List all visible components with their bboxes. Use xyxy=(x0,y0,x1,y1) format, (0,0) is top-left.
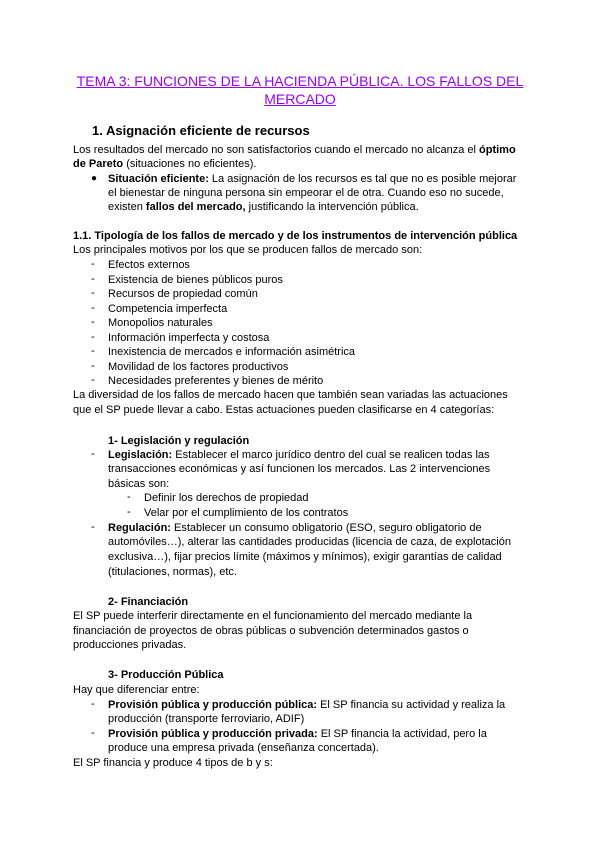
paragraph-line: Los resultados del mercado no son satisfactorios cuando el mercado no alcanza el óptimo xyxy=(73,144,516,156)
list-dash: - xyxy=(91,360,95,372)
list-dash: - xyxy=(91,698,95,710)
paragraph-line: financiación de proyectos de obras públicas o subvención determinados gastos o xyxy=(73,625,469,637)
list-item-line: (titulaciones, normas), etc. xyxy=(108,566,237,578)
list-item: Información imperfecta y costosa xyxy=(108,332,270,344)
list-item: Competencia imperfecta xyxy=(108,303,228,315)
paragraph-line: producciones privadas. xyxy=(73,639,187,651)
list-item-line: produce una empresa privada (enseñanza concertada). xyxy=(108,742,379,754)
list-dash: - xyxy=(91,258,95,270)
list-dash: - xyxy=(91,727,95,739)
list-item-line: automóviles…), alterar las cantidades producidas (licencia de caza, de explotación xyxy=(108,536,511,548)
list-item: Movilidad de los factores productivos xyxy=(108,361,289,373)
list-dash: - xyxy=(91,345,95,357)
list-item: Recursos de propiedad común xyxy=(108,288,258,300)
paragraph-line: El SP puede interferir directamente en el funcionamiento del mercado mediante la xyxy=(73,610,473,622)
list-dash: - xyxy=(127,506,131,518)
list-dash: - xyxy=(127,491,131,503)
category-heading-1: 1- Legislación y regulación xyxy=(108,435,250,447)
list-item: Existencia de bienes públicos puros xyxy=(108,274,283,286)
list-item-line: transacciones económicas y así funcionen los mercados. Las 2 intervenciones xyxy=(108,463,491,475)
bullet-line: Situación eficiente: La asignación de los recursos es tal que no es posible mejorar xyxy=(108,173,517,185)
list-item-line: producción (transporte ferroviario, ADIF) xyxy=(108,713,305,725)
list-dash: - xyxy=(91,374,95,386)
list-item: Regulación: Establecer un consumo obligatorio (ESO, seguro obligatorio de xyxy=(108,522,482,534)
paragraph-line: El SP financia y produce 4 tipos de b y s: xyxy=(73,757,273,769)
list-item: Provisión pública y producción privada: El SP financia la actividad, pero la xyxy=(108,728,487,740)
section-heading-1: 1. Asignación eficiente de recursos xyxy=(92,123,310,138)
list-item: Efectos externos xyxy=(108,259,190,271)
list-item-line: exclusiva…), fijar precios límite (máximos y mínimos), exigir garantías de calidad xyxy=(108,551,502,563)
page-title: TEMA 3: FUNCIONES DE LA HACIENDA PÚBLICA. LOS FALLOS DEL MERCADO xyxy=(76,73,524,107)
list-dash: - xyxy=(91,331,95,343)
list-dash: - xyxy=(91,287,95,299)
list-dash: - xyxy=(91,448,95,460)
list-item-line: básicas son: xyxy=(108,478,170,490)
paragraph-line: La diversidad de los fallos de mercado hacen que también sean variadas las actuaciones xyxy=(73,389,508,401)
list-item: Provisión pública y producción pública: El SP financia su actividad y realiza la xyxy=(108,699,506,711)
sub-list-item: Velar por el cumplimiento de los contratos xyxy=(144,507,349,519)
category-heading-3: 3- Producción Pública xyxy=(108,669,224,681)
sub-list-item: Definir los derechos de propiedad xyxy=(144,492,309,504)
list-item: Necesidades preferentes y bienes de mérito xyxy=(108,375,324,387)
list-item: Inexistencia de mercados e información asimétrica xyxy=(108,346,356,358)
list-dash: - xyxy=(91,302,95,314)
list-dash: - xyxy=(91,521,95,533)
paragraph-line: de Pareto (situaciones no eficientes). xyxy=(73,158,257,170)
bullet-line: existen fallos del mercado, justificando la intervención pública. xyxy=(108,201,419,213)
bullet-line: el bienestar de ninguna persona sin empeorar el de otra. Cuando eso no sucede, xyxy=(108,187,504,199)
category-heading-2: 2- Financiación xyxy=(108,596,189,608)
list-dash: - xyxy=(91,273,95,285)
list-item: Legislación: Establecer el marco jurídico dentro del cual se realicen todas las xyxy=(108,449,490,461)
paragraph-line: Hay que diferenciar entre: xyxy=(73,684,200,696)
list-item: Monopolios naturales xyxy=(108,317,213,329)
list-dash: - xyxy=(91,316,95,328)
paragraph-line: Los principales motivos por los que se producen fallos de mercado son: xyxy=(73,244,423,256)
section-heading-1-1: 1.1. Tipología de los fallos de mercado y de los instrumentos de intervención pública xyxy=(73,230,518,242)
paragraph-line: que el SP puede llevar a cabo. Estas actuaciones pueden clasificarse en 4 categorías: xyxy=(73,404,495,416)
bullet-dot: ● xyxy=(91,173,98,184)
